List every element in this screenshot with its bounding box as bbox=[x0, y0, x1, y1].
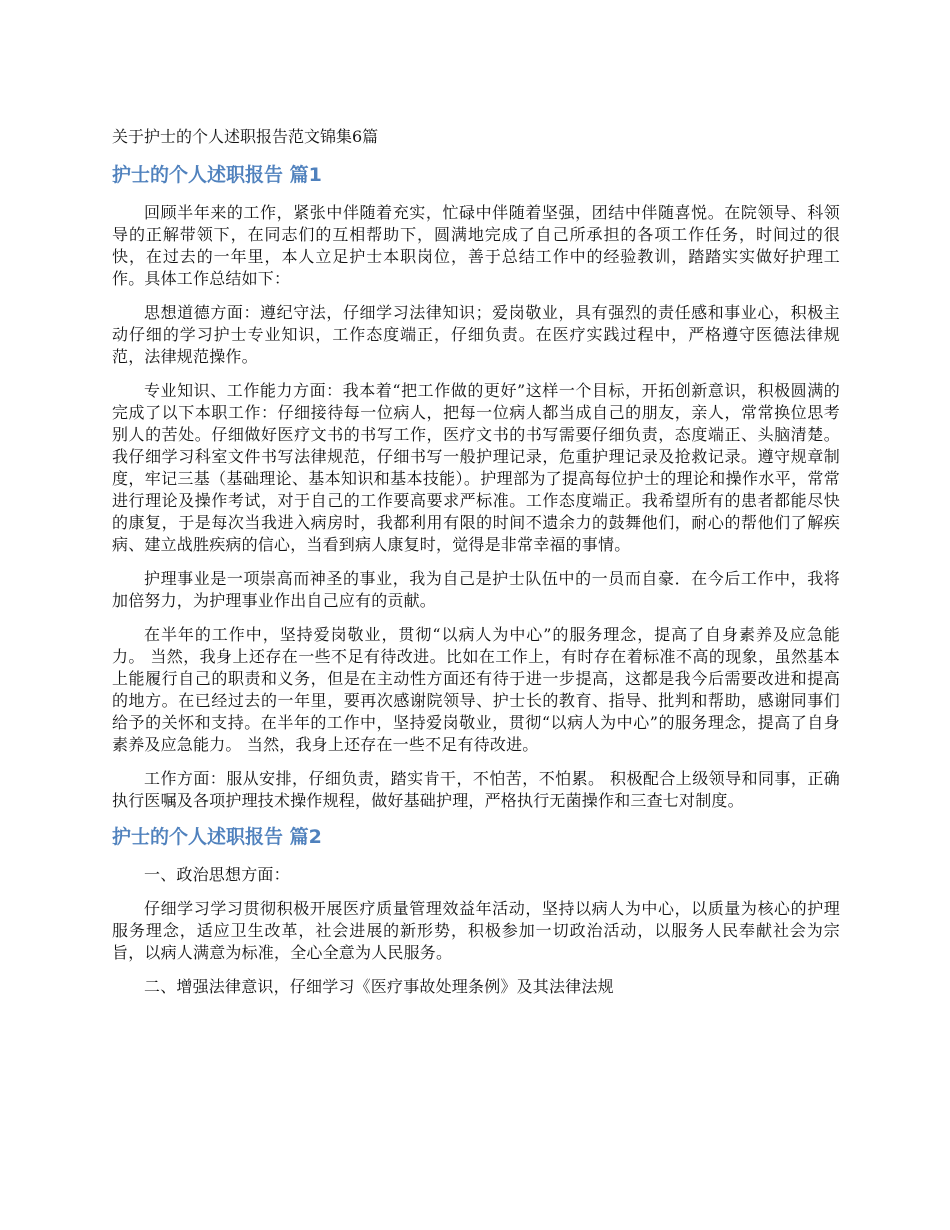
paragraph: 护理事业是一项崇高而神圣的事业，我为自己是护士队伍中的一员而自豪．在今后工作中，我将加倍努力，为护理事业作出自己应有的贡献。 bbox=[112, 569, 840, 610]
section-heading: 护士的个人述职报告 篇2 bbox=[112, 826, 322, 848]
document-page bbox=[112, 126, 840, 1010]
paragraph: 回顾半年来的工作，紧张中伴随着充实，忙碌中伴随着坚强，团结中伴随喜悦。在院领导、科领导的正解带领下，在同志们的互相帮助下，圆满地完成了自己所承担的各项工作任务，时间过的很快，在过去的一年里，本人立足护士本职岗位，善于总结工作中的经验教训，踏踏实实做好护理工作。具体工作总结如下： bbox=[112, 203, 840, 288]
paragraph: 在半年的工作中，坚持爱岗敬业，贯彻“以病人为中心”的服务理念，提高了自身素养及应急能力。 当然，我身上还存在一些不足有待改进。比如在工作上，有时存在着标准不高的现象，虽然基本上能履行自己的职责和义务，但是在主动性方面还有待于进一步提高，这都是我今后需要改进和提高的地方。在已经过去的一年里，要再次感谢院领导、护士长的教育、指导、批判和帮助，感谢同事们给予的关怀和支持。在半年的工作中，坚持爱岗敬业，贯彻“以病人为中心”的服务理念，提高了自身素养及应急能力。 当然，我身上还存在一些不足有待改进。 bbox=[112, 625, 840, 754]
paragraph: 工作方面：服从安排，仔细负责，踏实肯干，不怕苦，不怕累。 积极配合上级领导和同事，正确执行医嘱及各项护理技术操作规程，做好基础护理，严格执行无菌操作和三查七对制度。 bbox=[112, 769, 840, 810]
paragraph: 一、政治思想方面： bbox=[144, 865, 290, 884]
section-heading: 护士的个人述职报告 篇1 bbox=[112, 164, 322, 186]
paragraph: 二、增强法律意识，仔细学习《医疗事故处理条例》及其法律法规 bbox=[144, 977, 614, 996]
paragraph: 专业知识、工作能力方面：我本着“把工作做的更好”这样一个目标，开拓创新意识，积极圆满的完成了以下本职工作：仔细接待每一位病人，把每一位病人都当成自己的朋友，亲人，常常换位思考别人的苦处。仔细做好医疗文书的书写工作，医疗文书的书写需要仔细负责，态度端正、头脑清楚。我仔细学习科室文件书写法律规范，仔细书写一般护理记录，危重护理记录及抢救记录。遵守规章制度，牢记三基（基础理论、基本知识和基本技能）。护理部为了提高每位护士的理论和操作水平，常常进行理论及操作考试，对于自己的工作要高要求严标准。工作态度端正。我希望所有的患者都能尽快的康复，于是每次当我进入病房时，我都利用有限的时间不遗余力的鼓舞他们，耐心的帮他们了解疾病、建立战胜疾病的信心，当看到病人康复时，觉得是非常幸福的事情。 bbox=[112, 381, 840, 554]
paragraph: 仔细学习学习贯彻积极开展医疗质量管理效益年活动，坚持以病人为中心，以质量为核心的护理服务理念，适应卫生改革，社会进展的新形势，积极参加一切政治活动，以服务人民奉献社会为宗旨，以病人满意为标准，全心全意为人民服务。 bbox=[112, 899, 840, 962]
section-2 bbox=[112, 824, 840, 998]
section-1 bbox=[112, 162, 840, 812]
paragraph: 思想道德方面：遵纪守法，仔细学习法律知识；爱岗敬业，具有强烈的责任感和事业心，积极主动仔细的学习护士专业知识，工作态度端正，仔细负责。在医疗实践过程中，严格遵守医德法律规范，法律规范操作。 bbox=[112, 303, 840, 366]
document-title: 关于护士的个人述职报告范文锦集6篇 bbox=[112, 127, 379, 146]
